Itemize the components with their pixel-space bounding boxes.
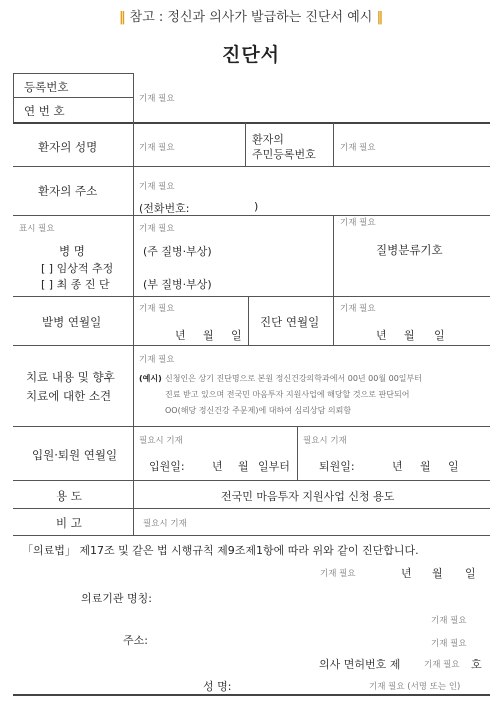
example-tag: (예시) — [139, 374, 162, 383]
treatment-label-1: 치료 내용 및 향후 — [26, 370, 115, 384]
institution-label: 의료기관 명칭: — [81, 592, 152, 605]
remarks-fill[interactable]: 필요시 기재 — [143, 519, 187, 529]
sub-disease-text: (부 질병·부상) — [143, 278, 212, 291]
clinical-estimate-checkbox[interactable]: [ ] 임상적 추정 — [41, 262, 114, 275]
license-prefix: 의사 면허번호 제 — [319, 658, 401, 671]
diagnosis-year-unit: 년 — [376, 329, 387, 342]
onset-date-label: 발병 연월일 — [42, 315, 102, 329]
license-fill[interactable]: 기재 필요 — [424, 660, 460, 670]
discharge-prefix: 퇴원일: — [319, 460, 355, 473]
doctor-name-label: 성 명: — [203, 680, 232, 693]
discharge-day-unit: 일 — [448, 460, 459, 473]
treatment-fill[interactable]: 기재 필요 — [139, 355, 175, 365]
final-diagnosis-checkbox[interactable]: [ ] 최 종 진 단 — [41, 278, 110, 291]
admission-suffix: 일부터 — [258, 460, 290, 473]
address-fill[interactable]: 기재 필요 — [139, 182, 175, 192]
phone-close: ) — [254, 200, 259, 213]
purpose-label: 용 도 — [56, 489, 82, 503]
purpose-value: 전국민 마음투자 지원사업 신청 용도 — [221, 490, 395, 503]
reference-note — [0, 6, 502, 25]
patient-rrn-fill[interactable]: 기재 필요 — [340, 143, 376, 153]
patient-rrn-label-2: 주민등록번호 — [252, 148, 316, 161]
license-suffix: 호 — [471, 658, 482, 671]
discharge-month-unit: 월 — [420, 460, 431, 473]
signature-fill[interactable]: 기재 필요 (서명 또는 인) — [369, 682, 461, 692]
diagnosis-day-unit: 일 — [434, 329, 445, 342]
main-disease-text: (주 질병·부상) — [143, 245, 212, 258]
remarks-label: 비 고 — [56, 516, 82, 530]
note-bar-right: ‖ — [376, 10, 383, 25]
legal-statement: 「의료법」 제17조 및 같은 법 시행규칙 제9조제1항에 따라 위와 같이 진단합니다. — [22, 544, 419, 557]
example-line-3: OO(해당 정신건강 주문제)에 대하여 심리상담 의뢰함 — [165, 406, 352, 415]
reg-fill-hint[interactable]: 기재 필요 — [139, 94, 175, 104]
treatment-label-2: 치료에 대한 소견 — [26, 389, 112, 403]
patient-address-label: 환자의 주소 — [38, 184, 98, 198]
discharge-year-unit: 년 — [392, 460, 403, 473]
onset-date-fill[interactable]: 기재 필요 — [139, 304, 175, 314]
example-line-1: 신청인은 상기 진단명으로 본원 정신건강의학과에서 00년 00월 00일부터 — [165, 374, 422, 383]
admission-fill[interactable]: 필요시 기재 — [139, 436, 183, 446]
patient-rrn-label-1: 환자의 — [252, 133, 284, 146]
diagnosis-month-unit: 월 — [404, 329, 415, 342]
admission-year-unit: 년 — [212, 460, 223, 473]
document-title: 진단서 — [221, 44, 281, 66]
onset-day-unit: 일 — [231, 329, 242, 342]
admission-prefix: 입원일: — [149, 460, 185, 473]
institution-fill[interactable]: 기재 필요 — [431, 616, 467, 626]
note-text: 참고 : 정신과 의사가 발급하는 진단서 예시 — [129, 10, 373, 25]
disease-code-fill[interactable]: 기재 필요 — [340, 218, 376, 228]
phone-text: (전화번호: — [139, 202, 190, 215]
patient-name-fill[interactable]: 기재 필요 — [139, 143, 175, 153]
disease-name-label: 병 명 — [59, 244, 85, 258]
issue-date-fill[interactable]: 기재 필요 — [320, 569, 356, 579]
mark-required-hint: 표시 필요 — [19, 224, 55, 234]
example-line-2: 진료 받고 있으며 전국민 마음투자 지원사업에 해당할 것으로 판단되어 — [165, 390, 410, 399]
diagnosis-date-fill[interactable]: 기재 필요 — [340, 304, 376, 314]
reg-no-label: 등록번호 — [24, 80, 69, 94]
serial-no-label: 연 번 호 — [24, 104, 65, 118]
onset-year-unit: 년 — [175, 329, 186, 342]
address-label: 주소: — [123, 634, 148, 647]
issue-day-unit: 일 — [465, 567, 476, 580]
issue-year-unit: 년 — [401, 567, 412, 580]
disease-code-label: 질병분류기호 — [376, 243, 443, 257]
patient-name-label: 환자의 성명 — [38, 140, 98, 154]
discharge-fill[interactable]: 필요시 기재 — [303, 436, 347, 446]
admission-month-unit: 월 — [238, 460, 249, 473]
note-bar-left: ‖ — [119, 10, 126, 25]
clinic-address-fill[interactable]: 기재 필요 — [431, 639, 467, 649]
disease-fill[interactable]: 기재 필요 — [139, 224, 175, 234]
admission-label: 입원·퇴원 연월일 — [32, 448, 118, 462]
issue-month-unit: 월 — [432, 567, 443, 580]
diagnosis-date-label: 진단 연월일 — [260, 315, 320, 329]
onset-month-unit: 월 — [203, 329, 214, 342]
